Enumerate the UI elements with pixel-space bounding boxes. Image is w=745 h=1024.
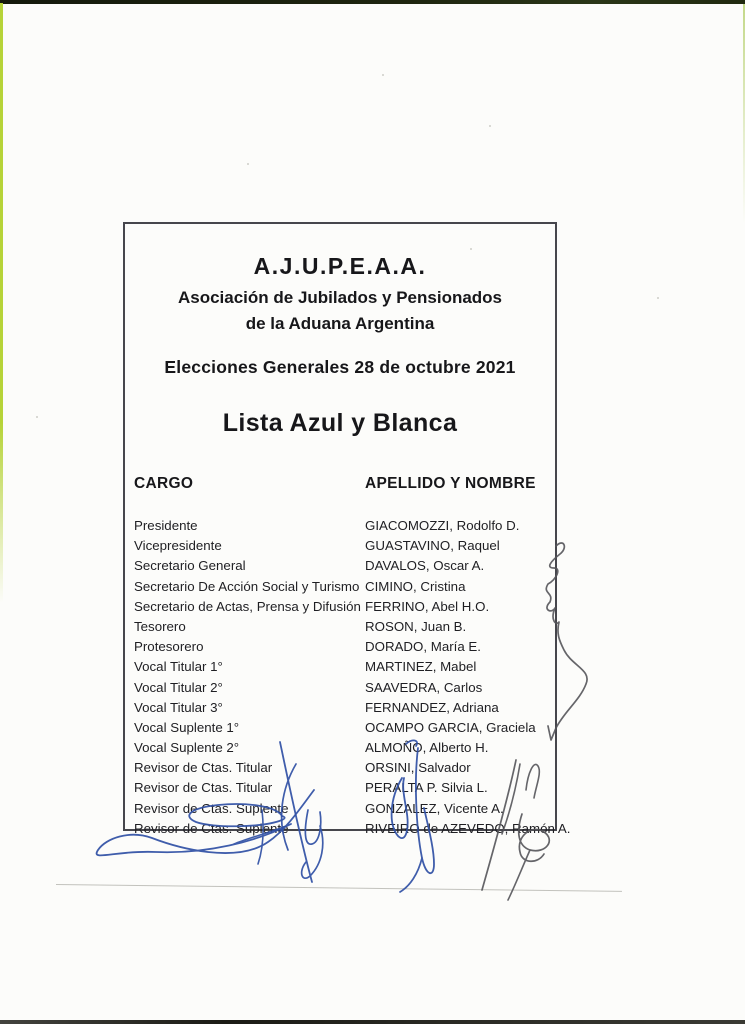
roster-name: CIMINO, Cristina — [365, 578, 466, 594]
roster-row — [125, 617, 555, 637]
org-name-line2: de la Aduana Argentina — [245, 314, 435, 333]
roster-position: Revisor de Ctas. Suplente — [134, 800, 289, 816]
roster-position: Vicepresidente — [134, 538, 222, 554]
roster-position: Revisor de Ctas. Titular — [134, 760, 273, 776]
roster-name: ORSINI, Salvador — [365, 760, 471, 776]
roster-name: ROSON, Juan B. — [365, 618, 467, 634]
roster-position: Secretario De Acción Social y Turismo — [134, 578, 360, 594]
candidate-list-frame — [123, 222, 571, 836]
scan-speck — [247, 163, 249, 165]
roster-position: Vocal Suplente 2° — [134, 740, 240, 756]
roster-rows — [125, 516, 571, 839]
scan-speck — [382, 74, 384, 76]
roster-name: FERNANDEZ, Adriana — [365, 699, 499, 715]
roster-position: Secretario General — [134, 558, 246, 574]
election-title: Elecciones Generales 28 de octubre 2021 — [164, 357, 516, 377]
roster-position: Vocal Titular 3° — [134, 699, 223, 715]
roster-name: GIACOMOZZI, Rodolfo D. — [365, 518, 520, 533]
roster-row — [125, 577, 555, 597]
scan-speck — [489, 125, 491, 127]
roster-position: Vocal Suplente 1° — [134, 719, 240, 735]
roster-row — [125, 536, 555, 556]
roster-row — [125, 657, 555, 677]
roster-name: DAVALOS, Oscar A. — [365, 558, 485, 574]
scan-left-green-edge — [0, 3, 3, 603]
roster-row — [125, 819, 571, 839]
roster-name: FERRINO, Abel H.O. — [365, 598, 490, 614]
roster-row — [125, 778, 555, 798]
roster-position: Tesorero — [134, 618, 186, 634]
roster-name: SAAVEDRA, Carlos — [365, 679, 483, 695]
roster-row — [125, 698, 555, 718]
scan-top-edge — [0, 0, 745, 4]
column-header-cargo: CARGO — [134, 475, 194, 492]
list-title: Lista Azul y Blanca — [222, 409, 458, 437]
roster-position: Secretario de Actas, Prensa y Difusión — [134, 598, 361, 614]
roster-position: Revisor de Ctas. Titular — [134, 780, 273, 796]
roster-position: Vocal Titular 2° — [134, 679, 223, 695]
roster-position: Vocal Titular 1° — [134, 659, 223, 675]
roster-name: DORADO, María E. — [365, 639, 481, 655]
roster-row — [125, 556, 555, 576]
roster-name: GUASTAVINO, Raquel — [365, 538, 500, 554]
roster-name: PERALTA P. Silvia L. — [365, 780, 488, 796]
roster-row — [125, 738, 555, 758]
roster-name: GONZALEZ, Vicente A. — [365, 800, 504, 816]
roster-position: Revisor de Ctas. Suplente — [134, 820, 289, 836]
paper-fold-line — [56, 884, 622, 892]
roster-name: ALMOÑO, Alberto H. — [365, 740, 489, 756]
column-header-apellido-nombre: APELLIDO Y NOMBRE — [365, 475, 536, 492]
org-acronym-title: A.J.U.P.E.A.A. — [253, 253, 427, 279]
roster-position: Presidente — [134, 518, 198, 533]
roster-row — [125, 758, 555, 778]
roster-row — [125, 799, 555, 819]
roster-row — [125, 597, 555, 617]
roster-position: Protesorero — [134, 639, 204, 655]
roster-row — [125, 516, 555, 536]
roster-name: MARTINEZ, Mabel — [365, 659, 477, 675]
roster-row — [125, 718, 555, 738]
roster-row — [125, 637, 555, 657]
roster-row — [125, 678, 555, 698]
org-name-line1: Asociación de Jubilados y Pensionados — [177, 288, 503, 307]
roster-name: OCAMPO GARCIA, Graciela — [365, 719, 536, 735]
scan-speck — [36, 416, 38, 418]
scan-bottom-edge — [0, 1020, 745, 1024]
roster-name: RIVEIRO de AZEVEDO, Ramón A. — [365, 820, 571, 836]
scan-speck — [657, 297, 659, 299]
